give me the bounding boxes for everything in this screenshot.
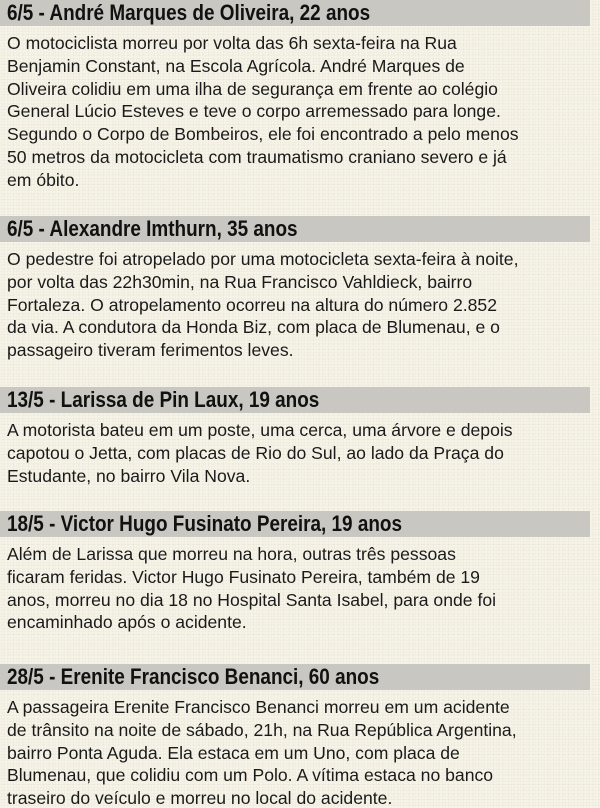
entry-heading-bar [0, 216, 590, 242]
entry-text: O pedestre foi atropelado por uma motocicleta sexta-feira à noite, por volta das 22h30min, na Rua Francisco Vahldieck, bairro Fortaleza. O atropelamento ocorreu na altura do número 2.852 da via. A condutora da Honda Biz, com placa de Blumenau, e o passageiro tiveram ferimentos leves. [7, 249, 519, 361]
entry-heading-bar [0, 0, 590, 26]
entry-heading-bar [0, 664, 590, 690]
entry-heading: 28/5 - Erenite Francisco Benanci, 60 anos [7, 664, 380, 689]
entry-text: Além de Larissa que morreu na hora, outras três pessoas ficaram feridas. Victor Hugo Fusinato Pereira, também de 19 anos, morreu no dia 18 no Hospital Santa Isabel, para onde foi encaminhado após o acidente. [7, 544, 497, 633]
entry-heading: 6/5 - André Marques de Oliveira, 22 anos [7, 0, 371, 25]
entry-text: A motorista bateu em um poste, uma cerca, uma árvore e depois capotou o Jetta, com placas de Rio do Sul, ao lado da Praça do Estudante, no bairro Vila Nova. [7, 420, 513, 486]
entry [0, 511, 590, 634]
entry-heading-bar [0, 387, 590, 413]
entry-text: A passageira Erenite Francisco Benanci morreu em um acidente de trânsito na noite de sábado, 21h, na Rua República Argentina, bairro Ponta Aguda. Ela estaca em um Uno, com placa de Blumenau, que colidiu com um Polo. A vítima estaca no banco traseiro do veículo e morreu no local do acidente. [7, 697, 517, 808]
entry [0, 0, 590, 192]
entry-heading: 6/5 - Alexandre Imthurn, 35 anos [7, 216, 298, 241]
entry [0, 664, 590, 808]
entry-heading: 13/5 - Larissa de Pin Laux, 19 anos [7, 387, 320, 412]
entry-heading-bar [0, 511, 590, 537]
entry [0, 387, 590, 487]
entry-heading: 18/5 - Victor Hugo Fusinato Pereira, 19 anos [7, 511, 402, 536]
entry-text: O motociclista morreu por volta das 6h sexta-feira na Rua Benjamin Constant, na Escola Agrícola. André Marques de Oliveira colidiu em uma ilha de segurança em frente ao colégio General Lúcio Esteves e teve o corpo arremessado para longe. Segundo o Corpo de Bombeiros, ele foi encontrado a pelo menos 50 metros da motocicleta com traumatismo craniano severo e já em óbito. [7, 33, 519, 190]
entry [0, 216, 590, 362]
